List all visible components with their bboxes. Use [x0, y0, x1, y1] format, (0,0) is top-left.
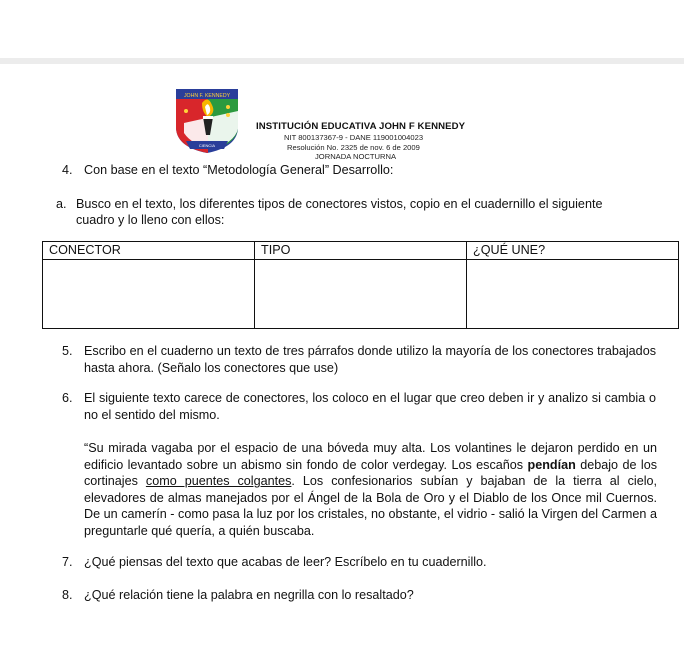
connectors-table [42, 241, 679, 329]
table-cell-tipo [255, 260, 467, 329]
q4-number: 4. [62, 163, 73, 177]
q8-text: ¿Qué relación tiene la palabra en negrilla con lo resaltado? [84, 588, 414, 602]
logo-motto-text: CIENCIA [198, 143, 216, 148]
top-margin [0, 0, 684, 58]
q7-text: ¿Qué piensas del texto que acabas de leer? Escríbelo en tu cuadernillo. [84, 555, 487, 569]
q6-text: El siguiente texto carece de conectores, los coloco en el lugar que creo deben ir y analizo si cambia o no el sentido del mismo. [84, 391, 656, 422]
q4a-letter: a. [56, 197, 67, 211]
table-header-row [43, 242, 679, 260]
quote-paragraph [84, 440, 657, 540]
page-divider [0, 58, 684, 64]
header-tipo: TIPO [255, 242, 467, 260]
institution-name: INSTITUCIÓN EDUCATIVA JOHN F KENNEDY [256, 121, 466, 132]
q4-text: Con base en el texto “Metodología General” Desarrollo: [84, 163, 394, 177]
institution-nit: NIT 800137367-9 - DANE 119001004023 [284, 133, 424, 142]
institution-resolution: Resolución No. 2325 de nov. 6 de 2009 [287, 143, 420, 152]
table-row [43, 260, 679, 329]
school-logo [172, 83, 242, 155]
q5-number: 5. [62, 344, 73, 358]
q8-number: 8. [62, 588, 73, 602]
q5-text: Escribo en el cuaderno un texto de tres párrafos donde utilizo la mayoría de los conectores trabajados hasta ahora. (Señalo los conectores que use) [84, 344, 656, 375]
quote-part-1: “Su mirada vagaba por el espacio de una bóveda muy alta. Los volantines le dejaron perdido en un edificio levantado sobre un abismo sin fondo de color verdegay. Los escaños [84, 441, 657, 472]
header-que-une: ¿QUÉ UNE? [467, 242, 679, 260]
logo-name-text: JOHN F. KENNEDY [183, 93, 231, 99]
institution-schedule: JORNADA NOCTURNA [315, 152, 397, 161]
q4a-line2: cuadro y lo lleno con ellos: [76, 213, 225, 227]
q6-number: 6. [62, 391, 73, 405]
quote-part-3: . Los confesionarios subían y bajaban de la tierra al cielo, elevadores de almas manejados por el Ángel de la Bola de Oro y el Diablo de los Once mil Cuernos. De un camerín - como pasa la luz por los cristales, no obstante, el vidrio - salió la Virgen del Carmen a preguntarle qué quería, a quién buscaba. [84, 474, 657, 538]
q7-number: 7. [62, 555, 73, 569]
table-cell-que-une [467, 260, 679, 329]
underlined-phrase: como puentes colgantes [145, 474, 292, 489]
quote-part-2: debajo de los cortinajes [84, 457, 657, 489]
q4a-line1: Busco en el texto, los diferentes tipos de conectores vistos, copio en el cuadernillo el siguiente [76, 197, 603, 211]
bold-word: pendían [527, 457, 576, 472]
table-cell-conector [43, 260, 255, 329]
header-conector: CONECTOR [43, 242, 255, 260]
